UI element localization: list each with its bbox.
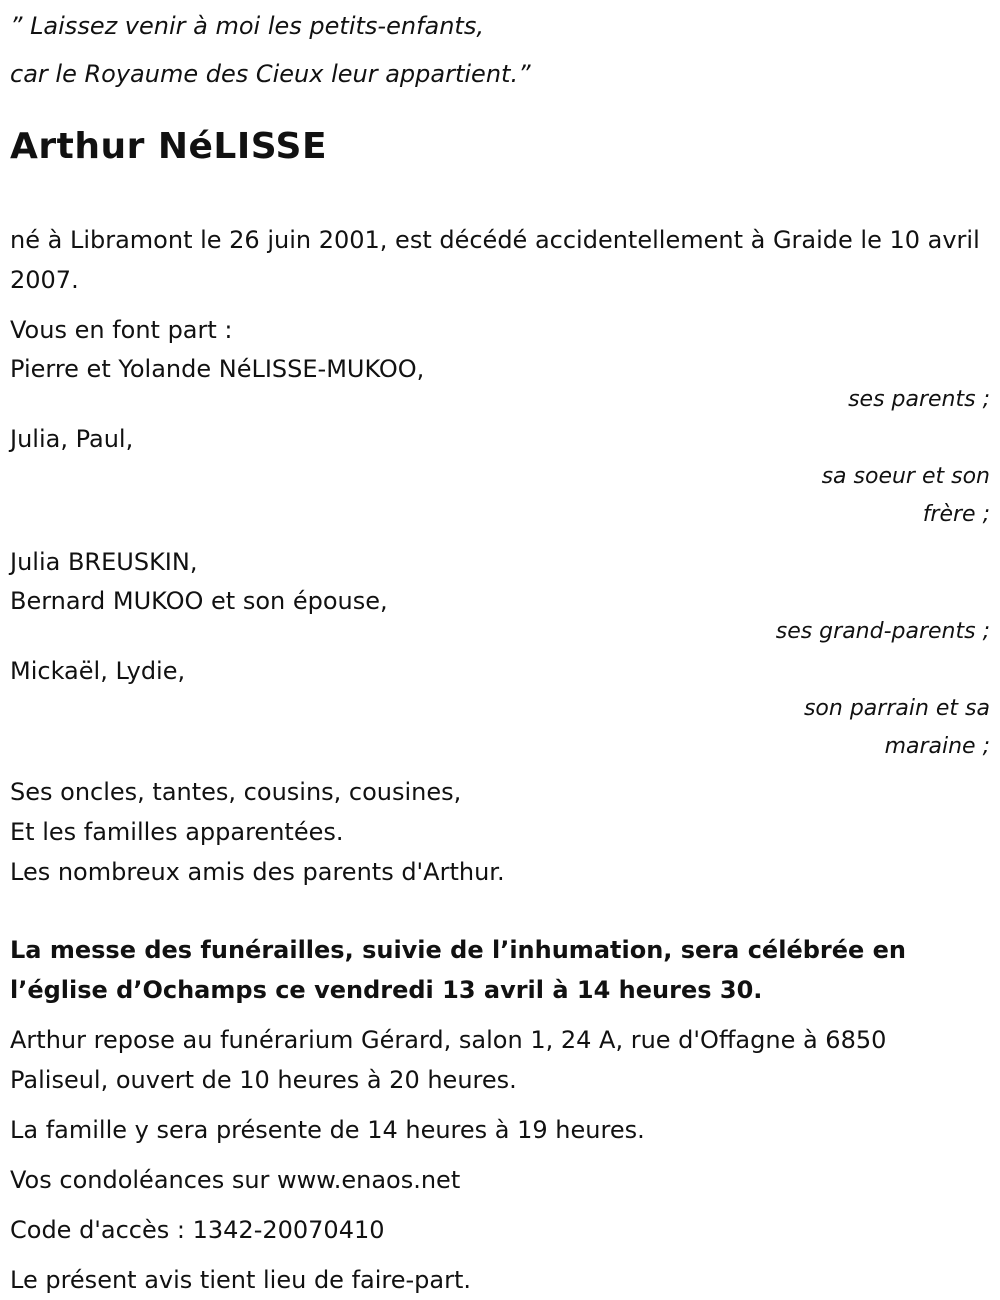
others-line: Les nombreux amis des parents d'Arthur.	[10, 858, 505, 886]
family-relation: ses parents ;	[848, 387, 990, 412]
family-group-godparents	[10, 652, 990, 766]
family-names: Mickaël, Lydie,	[10, 657, 186, 685]
deceased-name: Arthur NéLISSE	[10, 126, 328, 167]
others-line: Ses oncles, tantes, cousins, cousines,	[10, 778, 462, 806]
family-relation: sa soeur et son frère ;	[821, 464, 990, 527]
family-names: Bernard MUKOO et son épouse,	[10, 587, 388, 615]
other-relatives	[10, 772, 990, 892]
access-code: Code d'accès : 1342-20070410	[10, 1216, 385, 1244]
family-group-parents	[10, 350, 990, 412]
family-presence: La famille y sera présente de 14 heures à 19 heures.	[10, 1116, 645, 1144]
announce-text: Vous en font part :	[10, 316, 233, 344]
family-names: Julia, Paul,	[10, 425, 134, 453]
condolences-text: Vos condoléances sur www.enaos.net	[10, 1166, 461, 1194]
obituary-notice	[10, 0, 990, 1300]
funeral-announcement: La messe des funérailles, suivie de l’inhumation, sera célébrée en l’église d’Ochamps ce vendredi 13 avril à 14 heures 30.	[10, 936, 907, 1004]
family-relation: son parrain et sa maraine ;	[803, 696, 990, 759]
family-group-grandparents	[10, 542, 990, 644]
others-line: Et les familles apparentées.	[10, 818, 344, 846]
family-relation: ses grand-parents ;	[775, 619, 990, 644]
repose-info: Arthur repose au funérarium Gérard, salon 1, 24 A, rue d'Offagne à 6850 Paliseul, ouvert de 10 heures à 20 heures.	[10, 1026, 887, 1094]
family-names: Julia BREUSKIN,	[10, 548, 198, 576]
birth-death-text: né à Libramont le 26 juin 2001, est décédé accidentellement à Graide le 10 avril 2007.	[10, 226, 980, 294]
quote-line-2: car le Royaume des Cieux leur appartient.”	[10, 60, 531, 88]
family-names: Pierre et Yolande NéLISSE-MUKOO,	[10, 355, 425, 383]
family-group-siblings	[10, 420, 990, 534]
closing-text: Le présent avis tient lieu de faire-part.	[10, 1266, 472, 1294]
quote-line-1: ” Laissez venir à moi les petits-enfants,	[10, 12, 484, 40]
